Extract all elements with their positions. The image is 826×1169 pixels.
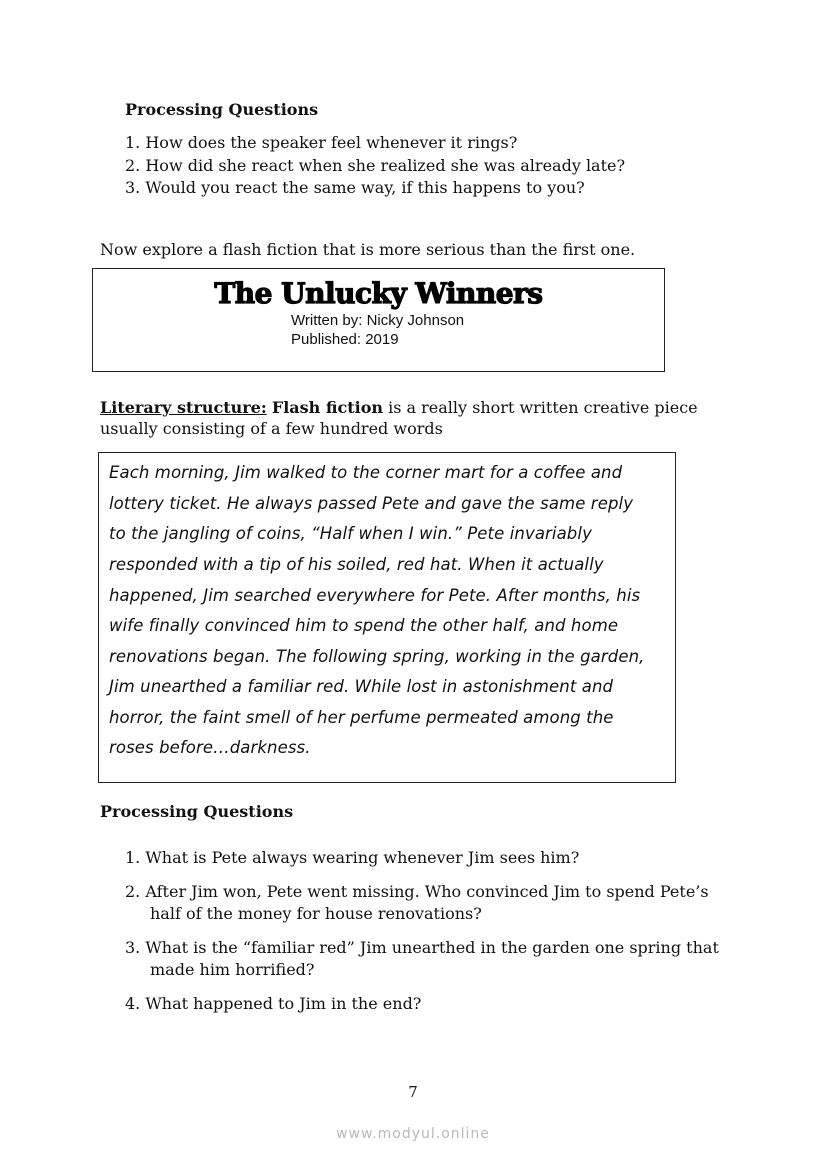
section1-heading: Processing Questions — [125, 100, 319, 119]
section1-question-list — [125, 132, 625, 200]
list-item: 2. After Jim won, Pete went missing. Who convinced Jim to spend Pete’s — [125, 882, 709, 901]
story-line: wife finally convinced him to spend the other half, and home — [109, 616, 619, 635]
story-title: The Unlucky Winners — [214, 277, 543, 310]
story-author: Written by: Nicky Johnson — [291, 312, 465, 329]
watermark: www.modyul.online — [336, 1126, 490, 1142]
story-line: renovations began. The following spring, working in the garden, — [109, 647, 645, 666]
story-line: to the jangling of coins, “Half when I win.” Pete invariably — [109, 524, 592, 543]
list-item: 2. How did she react when she realized she was already late? — [125, 155, 626, 175]
intro-text: Now explore a flash fiction that is more serious than the first one. — [100, 240, 636, 259]
list-item: 3. What is the “familiar red” Jim unearthed in the garden one spring that — [125, 938, 719, 957]
list-item: 4. What happened to Jim in the end? — [125, 994, 422, 1013]
list-item: 3. Would you react the same way, if this happens to you? — [125, 178, 585, 197]
list-item-continuation: made him horrified? — [150, 960, 315, 979]
list-item-continuation: half of the money for house renovations? — [150, 904, 482, 923]
story-line: responded with a tip of his soiled, red hat. When it actually — [109, 555, 604, 574]
page-number: 7 — [408, 1083, 418, 1101]
story-line: happened, Jim searched everywhere for Pete. After months, his — [109, 586, 641, 605]
story-line: horror, the faint smell of her perfume permeated among the — [109, 708, 614, 727]
definition-term: Flash fiction — [271, 398, 383, 417]
story-published: Published: 2019 — [291, 331, 399, 348]
story-line: Each morning, Jim walked to the corner mart for a coffee and — [109, 463, 623, 482]
definition-label: Literary structure: — [100, 398, 267, 417]
story-line: lottery ticket. He always passed Pete and gave the same reply — [109, 494, 634, 513]
definition-text: is a really short written creative piece usually consisting of a few hundred words — [100, 398, 698, 438]
story-line: Jim unearthed a familiar red. While lost in astonishment and — [109, 677, 614, 696]
list-item: 1. What is Pete always wearing whenever Jim sees him? — [125, 848, 580, 867]
section2-heading: Processing Questions — [100, 802, 294, 821]
story-title-box — [92, 268, 665, 372]
story-line: roses before…darkness. — [109, 738, 311, 757]
list-item: 1. How does the speaker feel whenever it rings? — [125, 133, 518, 152]
story-box — [98, 452, 676, 783]
definition-paragraph — [100, 397, 700, 439]
